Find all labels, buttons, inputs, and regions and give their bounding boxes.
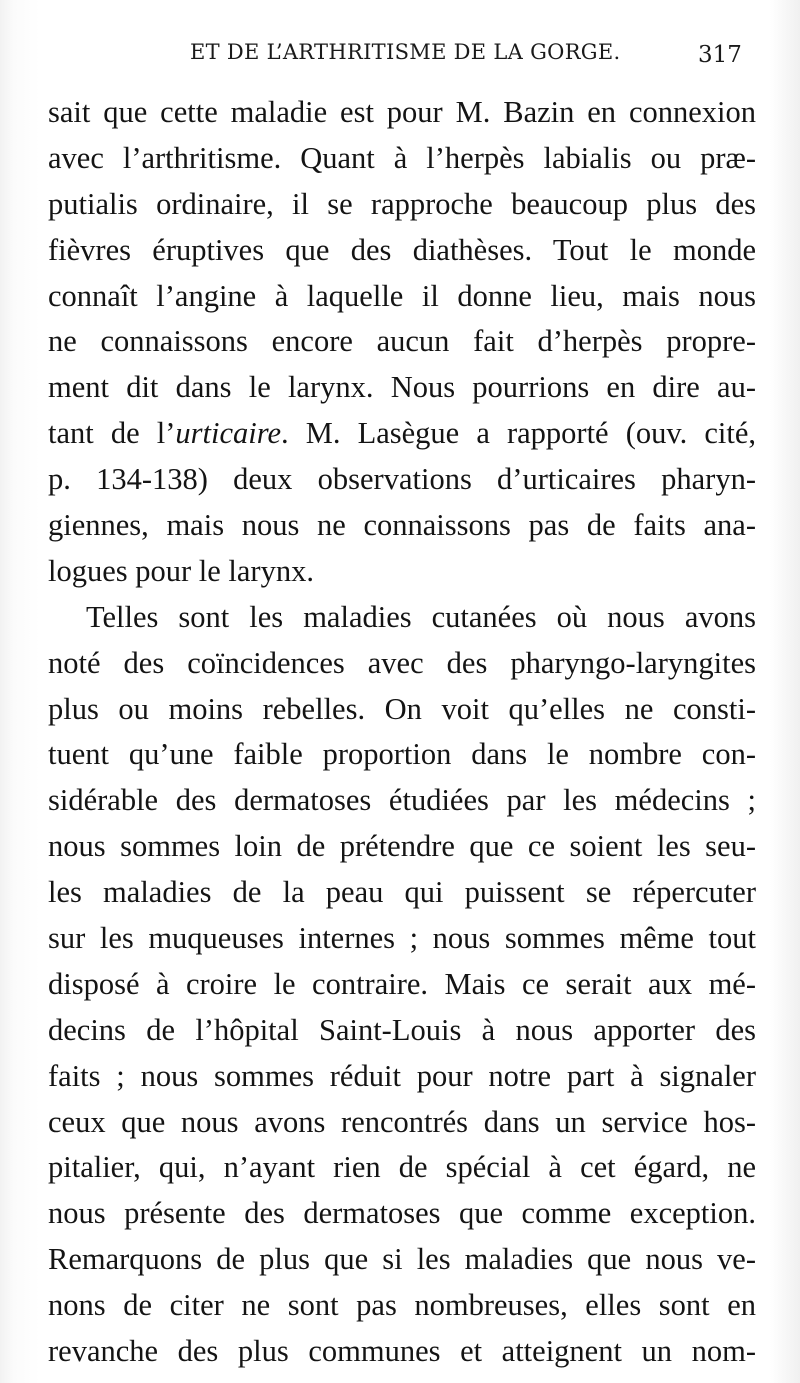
text-line [48,411,756,457]
text-line: disposé à croire le contraire. Mais ce serait aux mé- [48,966,756,1001]
text-run: . M. Lasègue a rapporté (ouv. cité, [281,416,756,451]
body-text [48,90,756,1375]
running-head [0,40,800,76]
italic-term: urticaire [175,416,281,451]
text-line: ceux que nous avons rencontrés dans un service hos- [48,1104,756,1139]
text-line: avec l’arthritisme. Quant à l’herpès labialis ou præ- [48,140,756,175]
text-line: decins de l’hôpital Saint-Louis à nous apporter des [48,1012,756,1047]
text-line: p. 134-138) deux observations d’urticaires pharyn- [48,462,756,497]
text-line: revanche des plus communes et atteignent un nom- [48,1334,756,1369]
text-line: nous présente des dermatoses que comme exception. [48,1196,756,1231]
text-line: ment dit dans le larynx. Nous pourrions en dire au- [48,370,756,405]
text-line: nons de citer ne sont pas nombreuses, elles sont en [48,1288,756,1323]
text-line: pitalier, qui, n’ayant rien de spécial à cet égard, ne [48,1150,756,1185]
text-run: tant de l’ [48,416,176,451]
text-line: tuent qu’une faible proportion dans le nombre con- [48,737,756,772]
text-line: les maladies de la peau qui puissent se répercuter [48,875,756,910]
page-number: 317 [698,42,742,68]
text-line: Remarquons de plus que si les maladies que nous ve- [48,1242,756,1277]
text-line: fièvres éruptives que des diathèses. Tout le monde [48,232,756,267]
text-line: putialis ordinaire, il se rapproche beaucoup plus des [48,186,756,221]
text-line: nous sommes loin de prétendre que ce soient les seu- [48,829,756,864]
text-line: ne connaissons encore aucun fait d’herpès propre- [48,324,756,359]
running-title: ET DE L’ARTHRITISME DE LA GORGE. [190,40,621,64]
text-line: faits ; nous sommes réduit pour notre part à signaler [48,1058,756,1093]
text-line: sur les muqueuses internes ; nous sommes même tout [48,921,756,956]
text-line: sait que cette maladie est pour M. Bazin en connexion [48,95,756,129]
paragraph-start-line: Telles sont les maladies cutanées où nous avons [86,599,756,634]
text-line: giennes, mais nous ne connaissons pas de faits ana- [48,508,756,543]
paragraph-end-line: logues pour le larynx. [48,553,314,588]
text-line: sidérable des dermatoses étudiées par les médecins ; [48,783,756,818]
text-line: noté des coïncidences avec des pharyngo-laryngites [48,645,756,680]
text-line: plus ou moins rebelles. On voit qu’elles ne consti- [48,691,756,726]
text-line: connaît l’angine à laquelle il donne lieu, mais nous [48,278,756,313]
